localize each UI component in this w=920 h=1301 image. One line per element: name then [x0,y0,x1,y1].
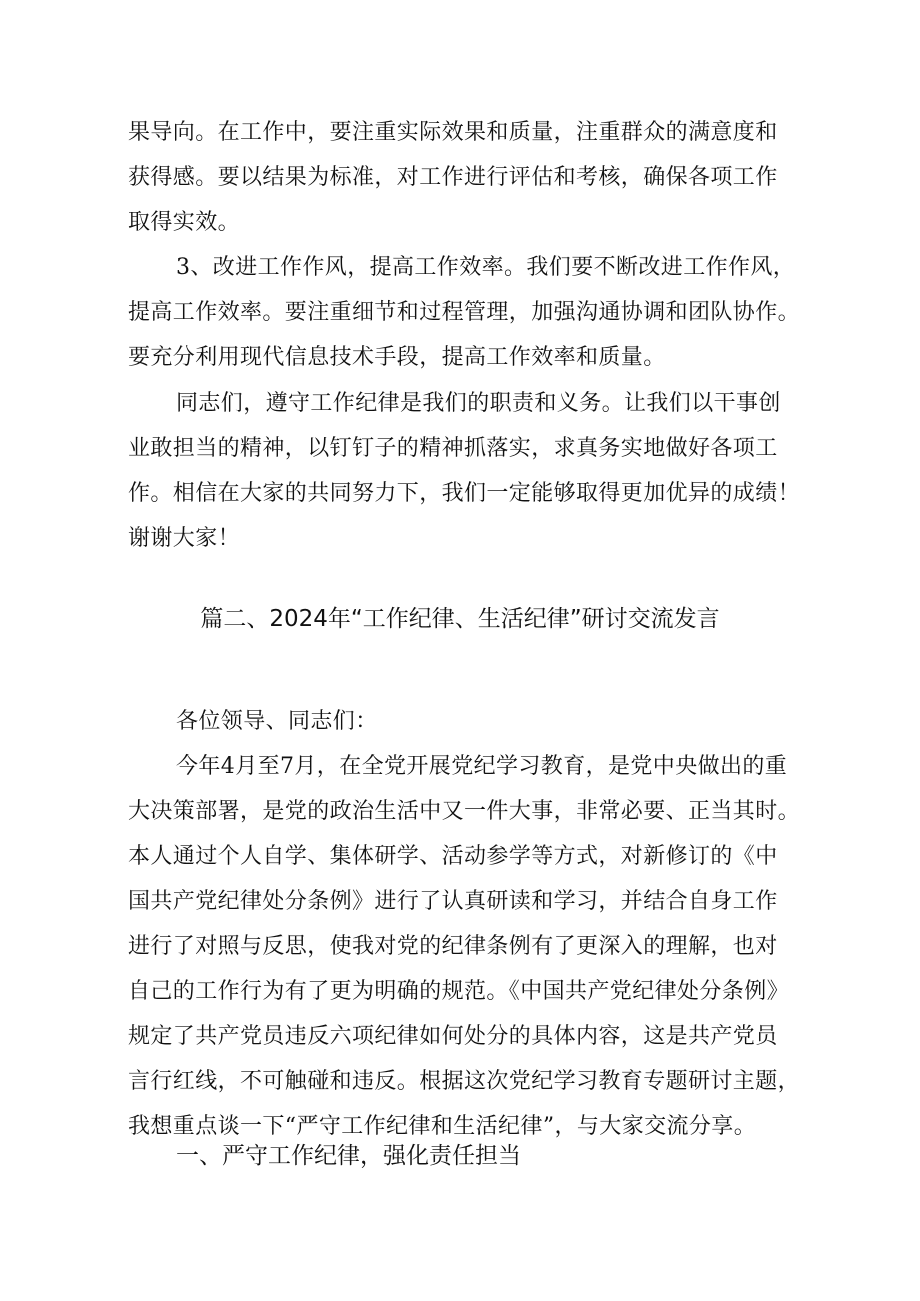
paragraph-line: 规定了共产党员违反六项纪律如何处分的具体内容，这是共产党员 [128,1024,778,1049]
paragraph-line: 3、改进工作作风，提高工作效率。我们要不断改进工作作风， [176,255,796,280]
paragraph-line: 取得实效。 [128,210,241,235]
paragraph-line: 业敢担当的精神，以钉钉子的精神抓落实，求真务实地做好各项工 [128,436,778,461]
paragraph-line: 今年4月至7月，在全党开展党纪学习教育，是党中央做出的重 [176,754,788,779]
paragraph-line: 获得感。要以结果为标准，对工作进行评估和考核，确保各项工作 [128,165,778,190]
paragraph-line: 提高工作效率。要注重细节和过程管理，加强沟通协调和团队协作。 [128,300,801,325]
paragraph-line: 作。相信在大家的共同努力下，我们一定能够取得更加优异的成绩！ [128,481,801,506]
salutation: 各位领导、同志们： [176,709,378,734]
paragraph-line: 果导向。在工作中，要注重实际效果和质量，注重群众的满意度和 [128,120,778,145]
paragraph-line: 言行红线，不可触碰和违反。根据这次党纪学习教育专题研讨主题， [128,1069,801,1094]
paragraph-line: 自己的工作行为有了更为明确的规范。《中国共产党纪律处分条例》 [128,979,790,1004]
paragraph-line: 我想重点谈一下“严守工作纪律和生活纪律”，与大家交流分享。 [128,1114,757,1139]
section-title: 篇二、2024年“工作纪律、生活纪律”研讨交流发言 [200,606,720,632]
section-heading: 一、严守工作纪律，强化责任担当 [176,1143,521,1169]
paragraph-line: 要充分利用现代信息技术手段，提高工作效率和质量。 [128,345,666,370]
paragraph-line: 大决策部署，是党的政治生活中又一件大事，非常必要、正当其时。 [128,799,801,824]
paragraph-line: 进行了对照与反思，使我对党的纪律条例有了更深入的理解，也对 [128,934,778,959]
paragraph-line: 同志们，遵守工作纪律是我们的职责和义务。让我们以干事创 [176,391,781,416]
paragraph-line: 国共产党纪律处分条例》进行了认真研读和学习，并结合自身工作 [128,889,778,914]
paragraph-line: 本人通过个人自学、集体研学、活动参学等方式，对新修订的《中 [128,844,778,869]
paragraph-line: 谢谢大家！ [128,526,241,551]
